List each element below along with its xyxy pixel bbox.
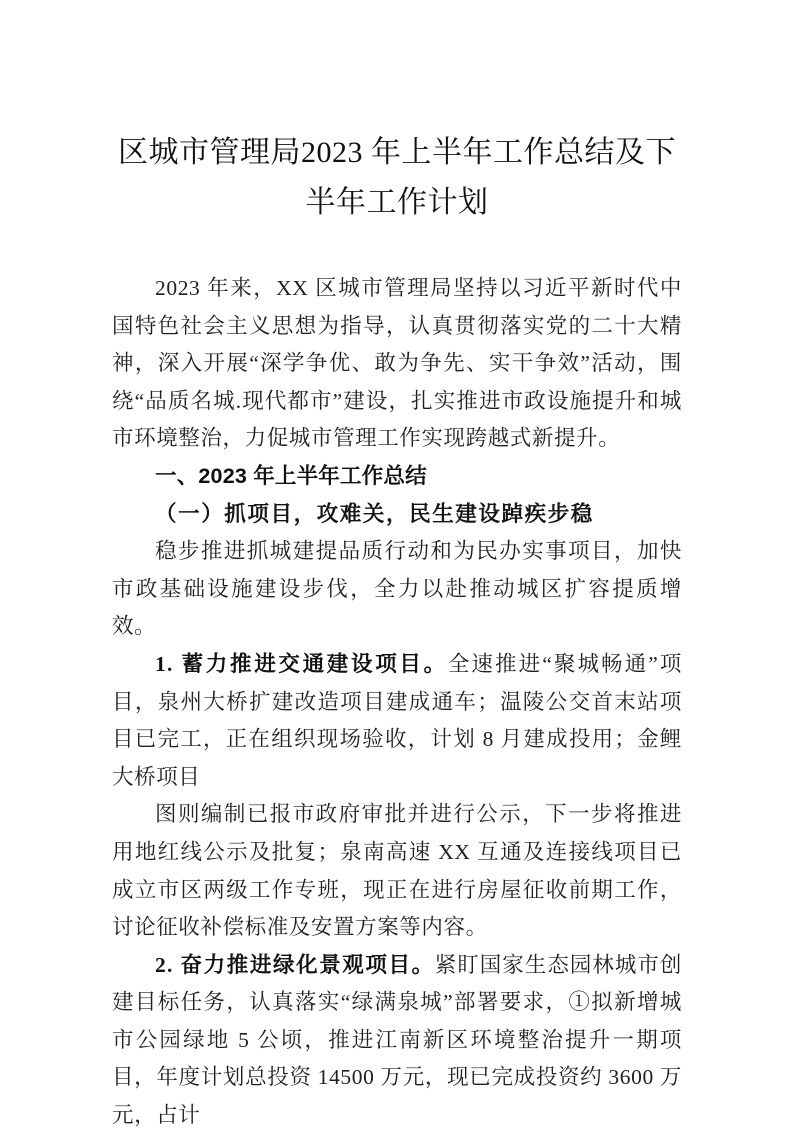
page-title: 区城市管理局2023 年上半年工作总结及下半年工作计划 (118, 136, 676, 219)
numbered-item-1-body: 全速推进“聚城畅通”项目，泉州大桥扩建改造项目建成通车；温陵公交首末站项目已完工，正在组织现场验收，计划 8 月建成投用；金鲤大桥项目 (112, 651, 682, 789)
numbered-item-1 (112, 646, 682, 796)
body-paragraph-3: 图则编制已报市政府审批并进行公示，下一步将推进用地红线公示及批复；泉南高速 XX 互通及连接线项目已成立市区两级工作专班，现正在进行房屋征收前期工作，讨论征收补偿标准及安置方案等内容。 (112, 802, 682, 940)
numbered-item-2-body: 紧盯国家生态园林城市创建目标任务，认真落实“绿满泉城”部署要求，①拟新增城市公园绿地 5 公顷，推进江南新区环境整治提升一期项目，年度计划总投资 14500 万元，现已完成投资约 3600 万元，占计 (112, 952, 682, 1128)
numbered-item-2 (112, 947, 682, 1135)
numbered-item-2-lead: 2. 奋力推进绿化景观项目。 (155, 952, 435, 977)
numbered-item-1-lead: 1. 蓄力推进交通建设项目。 (155, 651, 448, 676)
section-heading-level-2: （一）抓项目，攻难关，民生建设踔疾步稳 (155, 501, 594, 526)
body-paragraph-2: 稳步推进抓城建提品质行动和为民办实事项目，加快市政基础设施建设步伐，全力以赴推动城区扩容提质增效。 (112, 539, 682, 639)
opening-paragraph: 2023 年来，XX 区城市管理局坚持以习近平新时代中国特色社会主义思想为指导，认真贯彻落实党的二十大精神，深入开展“深学争优、敢为争先、实干争效”活动，围绕“品质名城.现代都市”建设，扎实推进市政设施提升和城市环境整治，力促城市管理工作实现跨越式新提升。 (112, 276, 682, 451)
document-content (112, 0, 682, 1135)
section-heading-level-1: 一、2023 年上半年工作总结 (155, 463, 427, 488)
